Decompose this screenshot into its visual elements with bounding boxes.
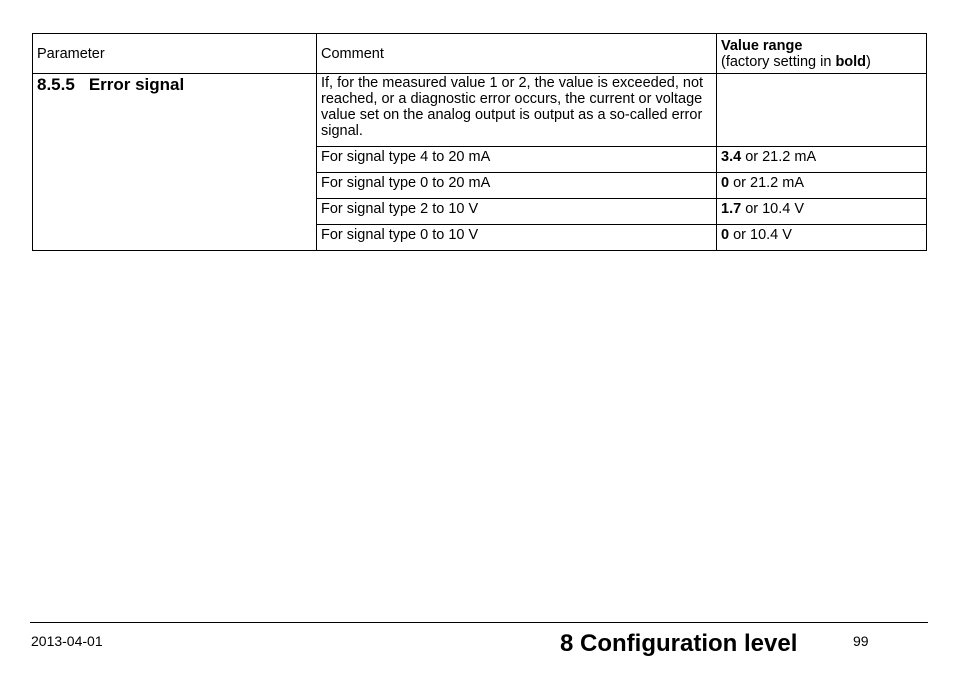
- section-description: If, for the measured value 1 or 2, the value is exceeded, not reached, or a diagnostic error occurs, the current or voltage value set on the analog output is output as a so-called error signal.: [317, 74, 717, 147]
- footer-date: 2013-04-01: [31, 633, 103, 649]
- header-value-range-sub-bold: bold: [835, 53, 867, 70]
- row-comment: For signal type 2 to 10 V: [317, 199, 717, 225]
- row-value-rest: or 10.4 V: [741, 201, 805, 217]
- row-comment: For signal type 0 to 10 V: [317, 225, 717, 251]
- table-row: [33, 74, 927, 147]
- header-value-range-subtitle: [721, 54, 922, 70]
- footer-divider: [30, 622, 928, 623]
- row-value-rest: or 21.2 mA: [729, 175, 805, 191]
- header-parameter: Parameter: [33, 34, 317, 74]
- row-value-rest: or 10.4 V: [729, 227, 792, 243]
- row-value: [717, 199, 927, 225]
- footer-chapter-title: 8 Configuration level: [560, 630, 798, 657]
- row-comment: For signal type 0 to 20 mA: [317, 173, 717, 199]
- table-header-row: [33, 34, 927, 74]
- section-heading: [37, 75, 312, 94]
- section-title: Error signal: [88, 75, 185, 94]
- header-value-range-sub-post: ): [866, 53, 871, 70]
- parameter-table: [32, 33, 927, 251]
- row-value-default: 3.4: [721, 149, 742, 165]
- row-value-default: 1.7: [721, 201, 742, 217]
- header-value-range-sub-pre: (factory setting in: [721, 53, 836, 70]
- page-number: 99: [853, 633, 869, 649]
- parameter-cell: [33, 74, 317, 251]
- header-value-range-title: Value range: [721, 37, 803, 54]
- row-comment: For signal type 4 to 20 mA: [317, 147, 717, 173]
- row-value-default: 0: [721, 227, 730, 243]
- empty-value-cell: [717, 74, 927, 147]
- row-value: [717, 147, 927, 173]
- row-value-rest: or 21.2 mA: [741, 149, 817, 165]
- row-value: [717, 225, 927, 251]
- header-value-range: [717, 34, 927, 74]
- section-number: 8.5.5: [37, 75, 75, 94]
- header-comment: Comment: [317, 34, 717, 74]
- row-value: [717, 173, 927, 199]
- row-value-default: 0: [721, 175, 730, 191]
